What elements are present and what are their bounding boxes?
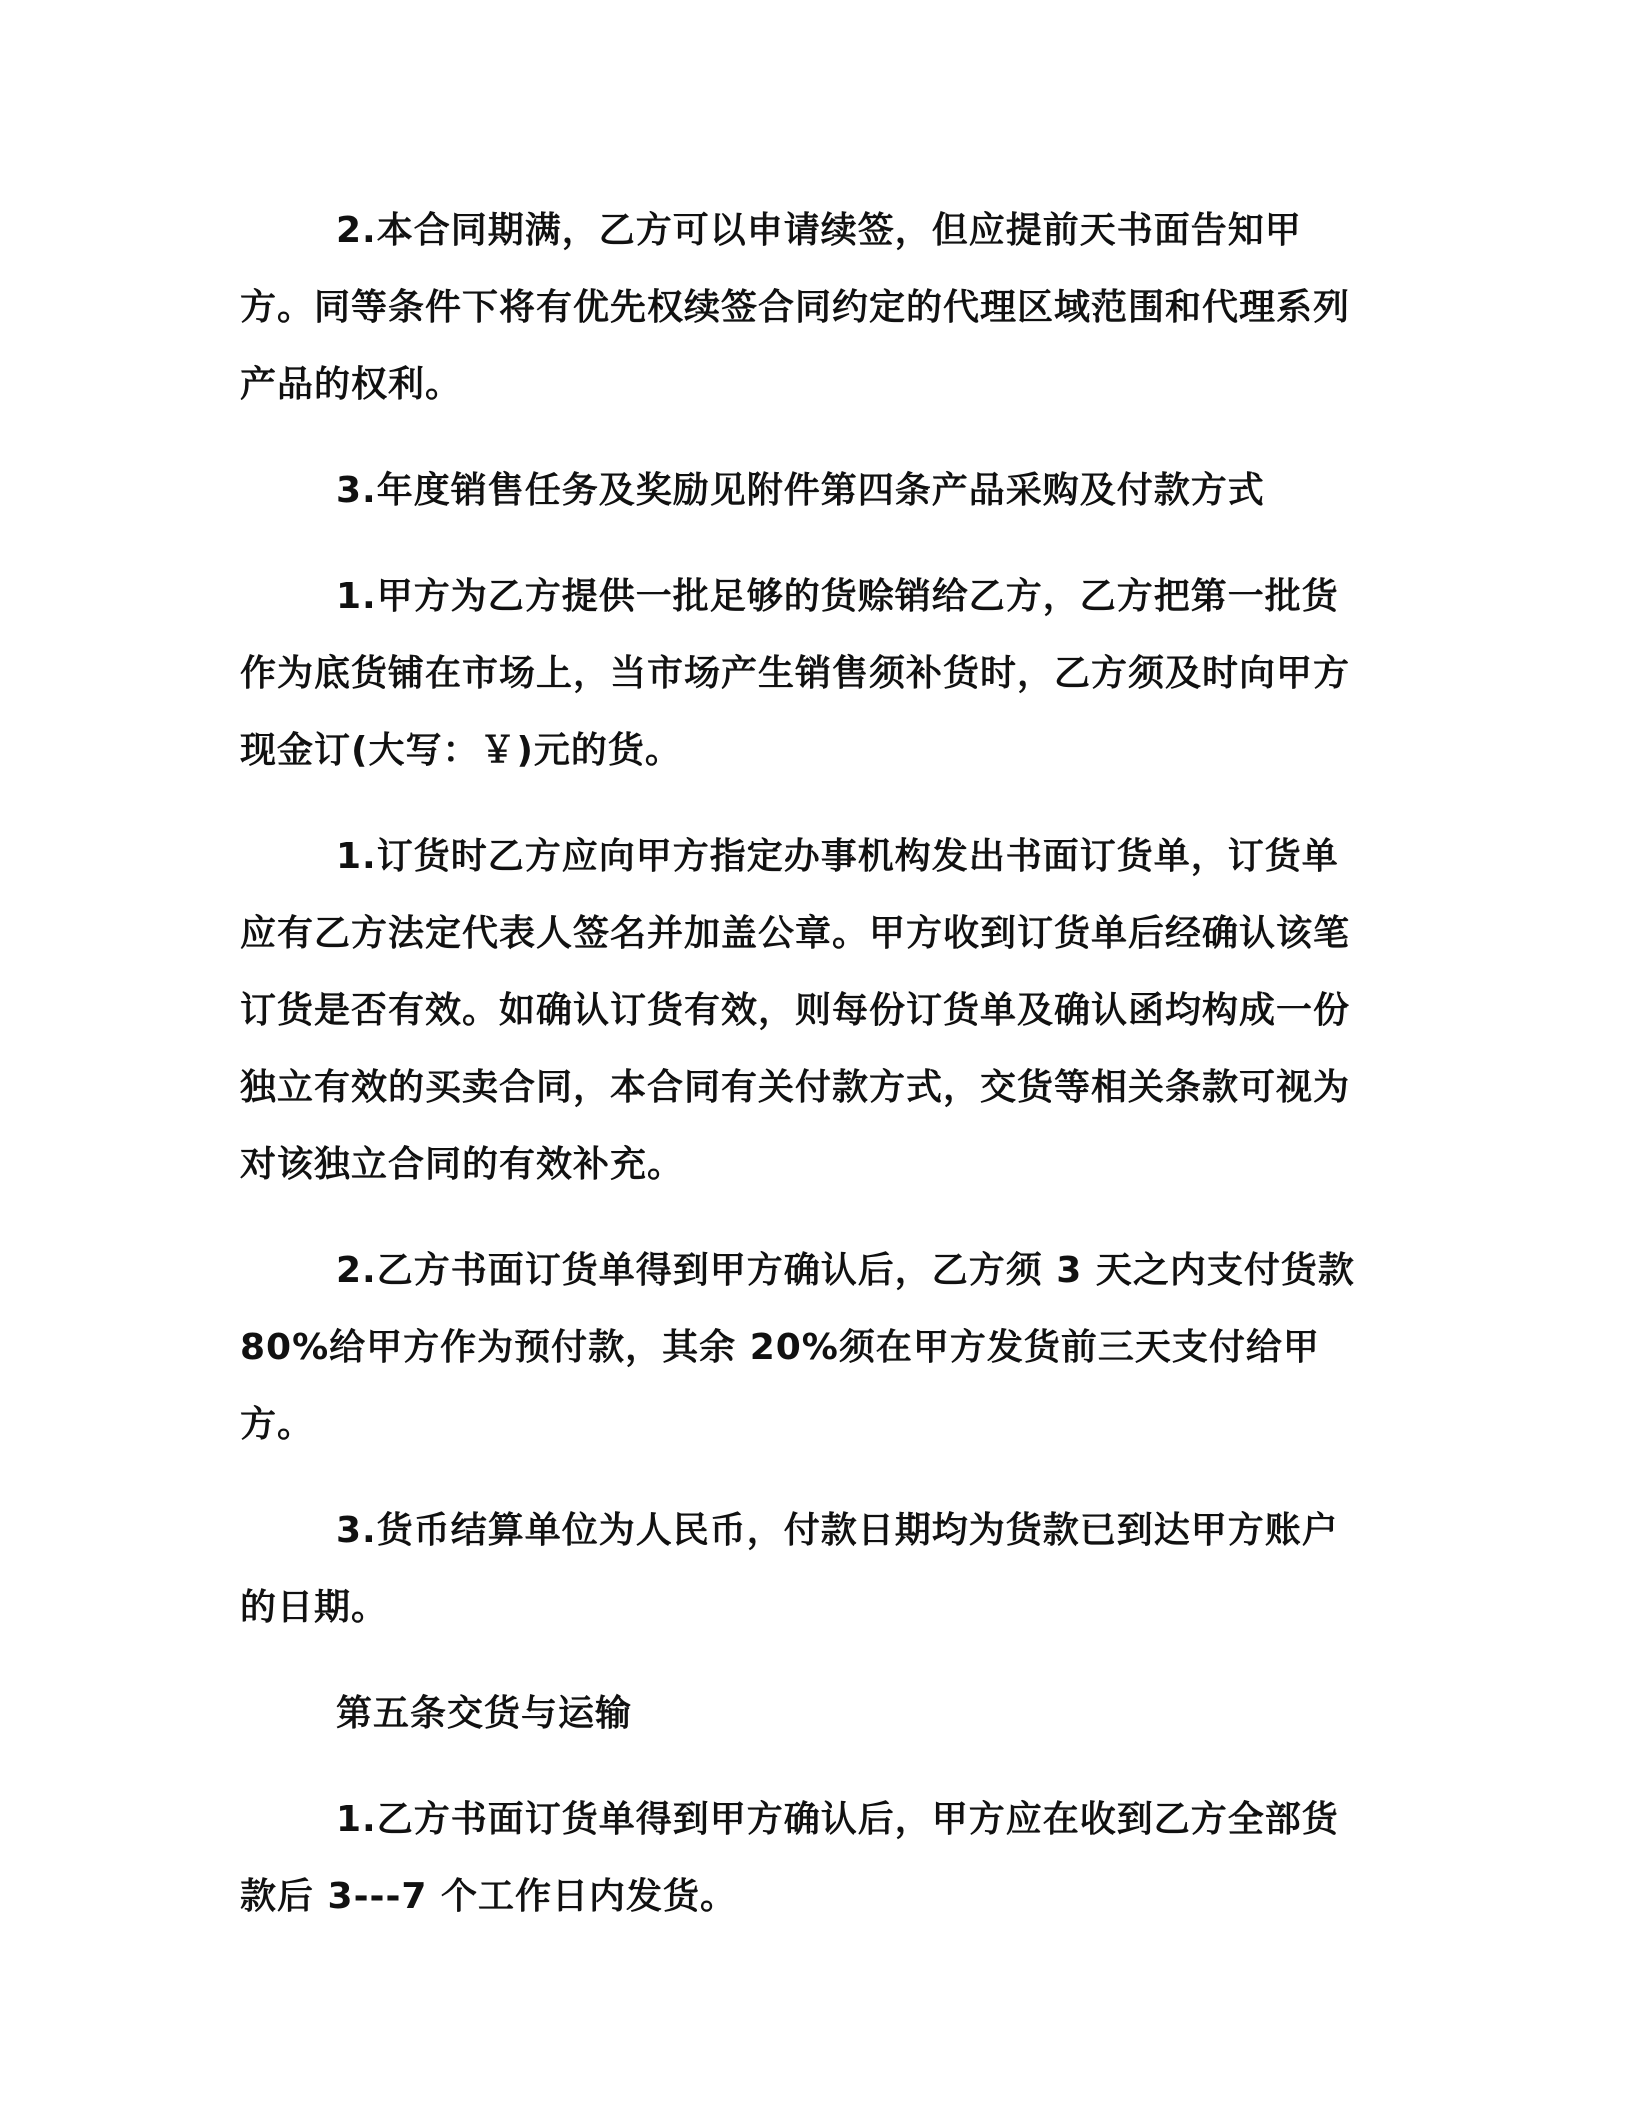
- section-heading-delivery: 第五条交货与运输: [336, 1693, 633, 1734]
- document-body: [240, 192, 1370, 1964]
- paragraph-annual-sales-task: 3.年度销售任务及奖励见附件第四条产品采购及付款方式: [336, 470, 1265, 511]
- paragraph-prepayment: 2.乙方书面订货单得到甲方确认后，乙方须 3 天之内支付货款 80%给甲方作为预付款，其余 20%须在甲方发货前三天支付给甲方。: [240, 1250, 1355, 1445]
- paragraph-initial-stock: 1.甲方为乙方提供一批足够的货赊销给乙方，乙方把第一批货作为底货铺在市场上，当市场产生销售须补货时，乙方须及时向甲方现金订(大写：￥)元的货。: [240, 576, 1351, 771]
- paragraph-currency: 3.货币结算单位为人民币，付款日期均为货款已到达甲方账户的日期。: [240, 1510, 1339, 1628]
- paragraph-renewal: 2.本合同期满，乙方可以申请续签，但应提前天书面告知甲方。同等条件下将有优先权续签合同约定的代理区域范围和代理系列产品的权利。: [240, 210, 1351, 405]
- paragraph-shipping-time: 1.乙方书面订货单得到甲方确认后，甲方应在收到乙方全部货款后 3---7 个工作日内发货。: [240, 1799, 1339, 1917]
- paragraph-order-procedure: 1.订货时乙方应向甲方指定办事机构发出书面订货单，订货单应有乙方法定代表人签名并加盖公章。甲方收到订货单后经确认该笔订货是否有效。如确认订货有效，则每份订货单及确认函均构成一份独立有效的买卖合同，本合同有关付款方式，交货等相关条款可视为对该独立合同的有效补充。: [240, 836, 1351, 1185]
